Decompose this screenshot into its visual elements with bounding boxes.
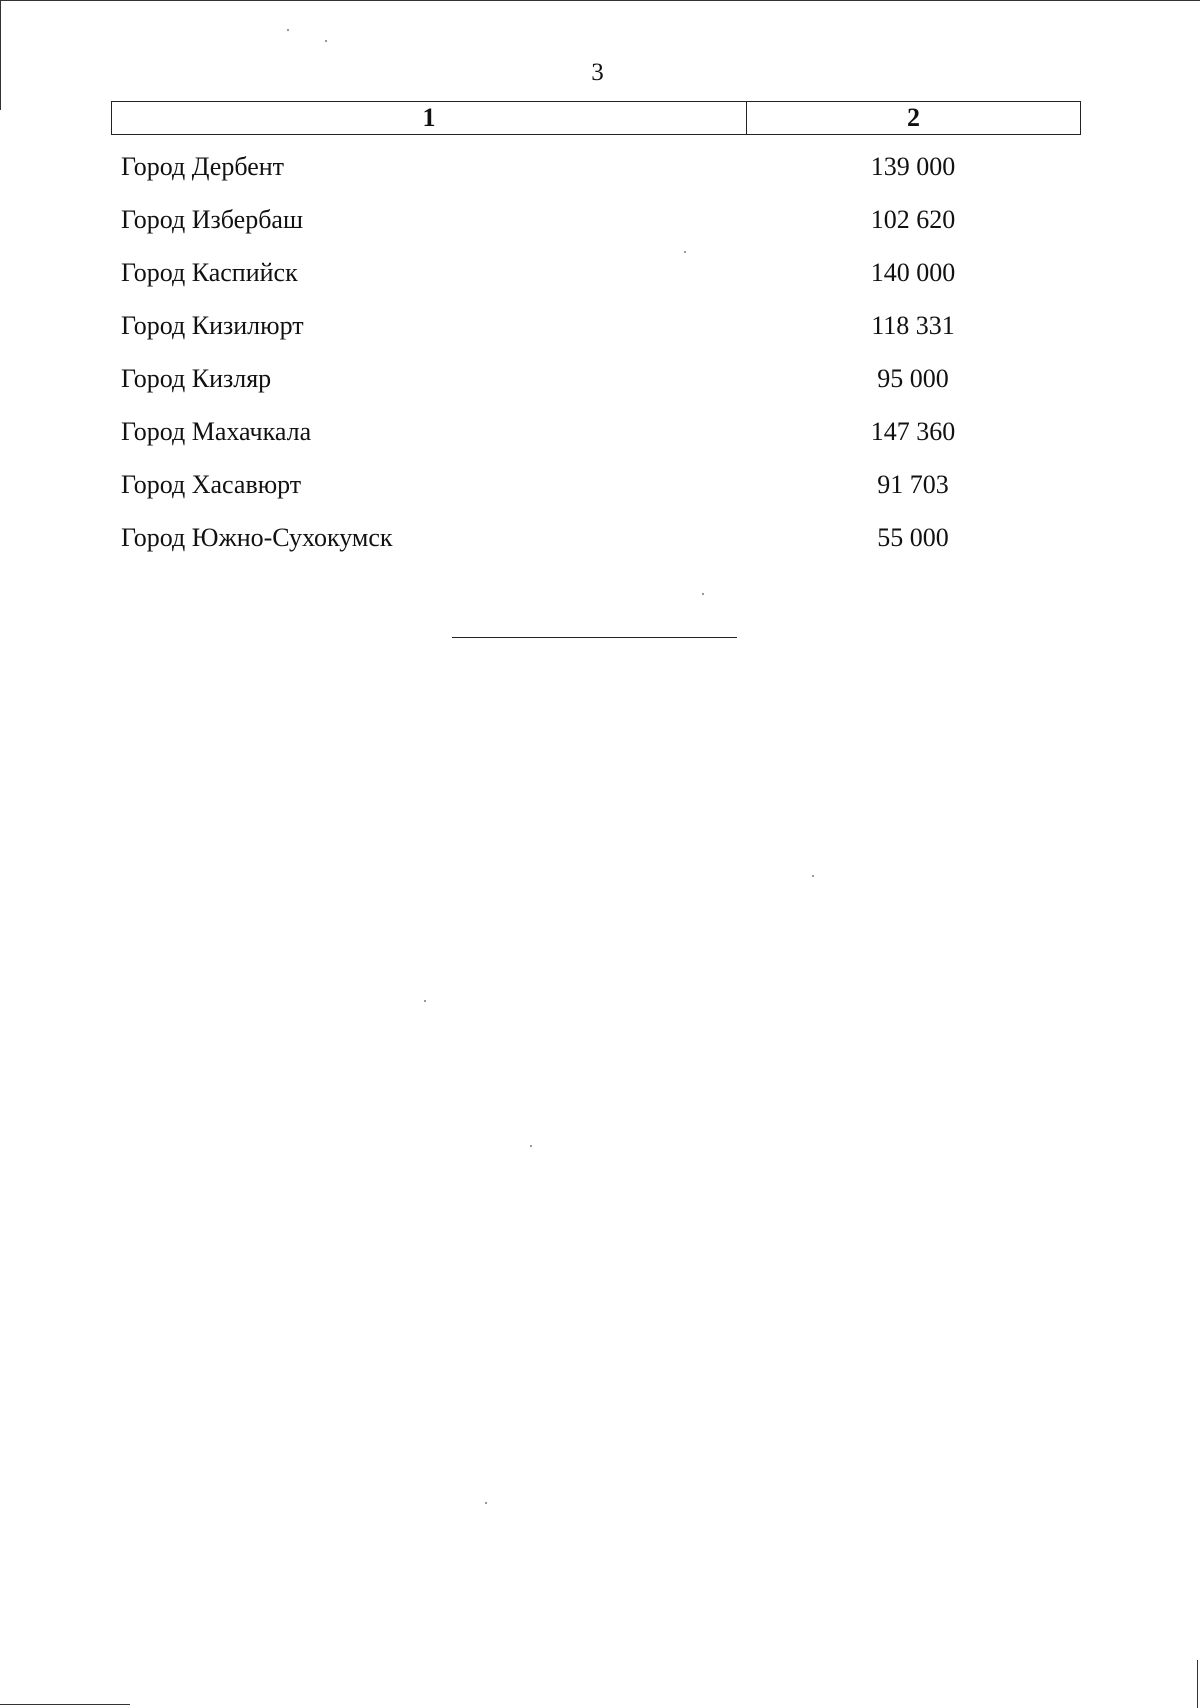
city-value: 139 000 [870, 151, 956, 181]
scan-edge-bottom [0, 1704, 130, 1705]
scan-speck [812, 875, 814, 877]
city-name: Город Кизляр [121, 363, 272, 393]
city-name: Город Каспийск [121, 257, 298, 287]
scan-edge-top [0, 0, 1200, 1]
scan-edge-left [0, 0, 1, 110]
scan-speck [702, 593, 704, 595]
city-name: Город Избербаш [121, 204, 303, 234]
table-row [111, 405, 1081, 458]
city-value: 95 000 [877, 363, 949, 393]
table-row [111, 458, 1081, 511]
scan-speck [530, 1145, 532, 1147]
city-value: 118 331 [871, 310, 955, 340]
city-name: Город Махачкала [121, 416, 312, 446]
page-number: 3 [591, 59, 604, 86]
scan-speck [325, 40, 327, 42]
table-row [111, 193, 1081, 246]
table-row [111, 140, 1081, 193]
table-header [111, 101, 1081, 135]
city-name: Город Хасавюрт [121, 469, 302, 499]
table-header-col-2: 2 [907, 103, 920, 132]
city-value: 140 000 [870, 257, 956, 287]
city-name: Город Дербент [121, 151, 285, 181]
scan-edge-right [1197, 1660, 1198, 1708]
city-value: 91 703 [877, 469, 949, 499]
table-row [111, 511, 1081, 564]
city-value: 55 000 [877, 522, 949, 552]
city-name: Город Южно-Сухокумск [121, 522, 393, 552]
scan-speck [485, 1502, 487, 1504]
city-name: Город Кизилюрт [121, 310, 304, 340]
table-row [111, 352, 1081, 405]
scan-speck [287, 29, 289, 31]
city-value: 102 620 [870, 204, 956, 234]
table-body [111, 140, 1081, 564]
end-of-table-rule [452, 637, 737, 638]
scan-speck [424, 1000, 426, 1002]
table-row [111, 246, 1081, 299]
city-value: 147 360 [870, 416, 956, 446]
table-header-col-1: 1 [112, 102, 747, 134]
table-row [111, 299, 1081, 352]
